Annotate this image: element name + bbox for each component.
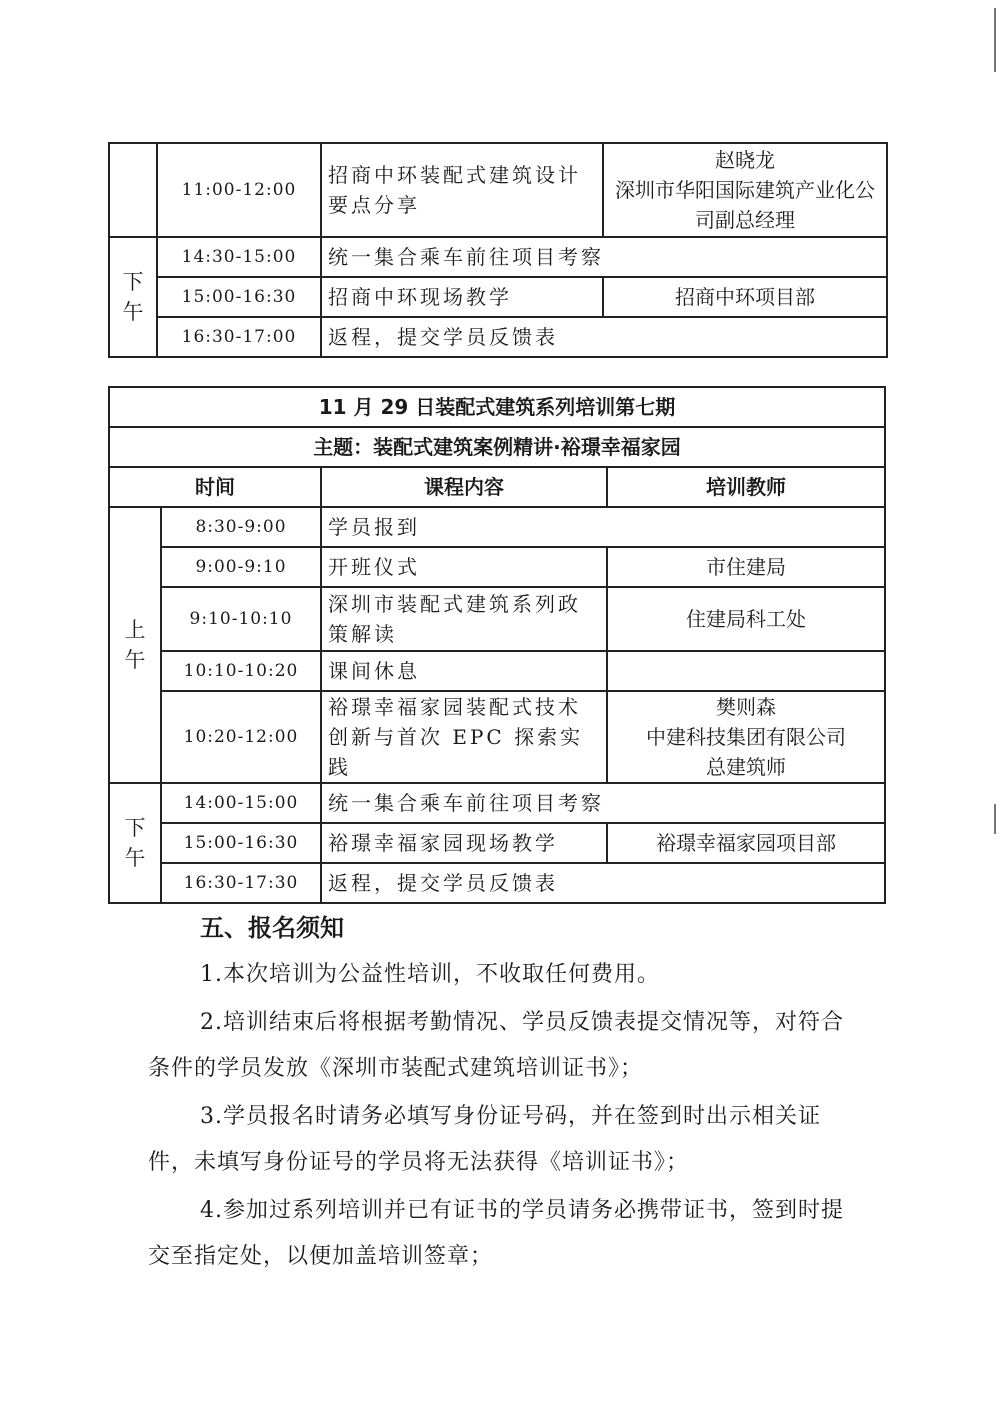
table-title-row bbox=[109, 387, 885, 427]
period-cell-morning: 上午 bbox=[109, 507, 161, 783]
table-row bbox=[109, 587, 885, 651]
table-row bbox=[109, 691, 885, 783]
table-row bbox=[109, 783, 885, 823]
table-theme-row bbox=[109, 427, 885, 467]
table-row bbox=[109, 863, 885, 903]
header-time: 时间 bbox=[109, 467, 321, 507]
teacher-cell: 樊则森 中建科技集团有限公司 总建筑师 bbox=[607, 691, 885, 783]
notice-item-3: 3.学员报名时请务必填写身份证号码，并在签到时出示相关证件，未填写身份证号的学员将无法获得《培训证书》； bbox=[148, 1104, 821, 1175]
notice-item-2: 2.培训结束后将根据考勤情况、学员反馈表提交情况等，对符合条件的学员发放《深圳市装配式建筑培训证书》； bbox=[148, 1010, 844, 1081]
period-cell-afternoon: 下午 bbox=[109, 783, 161, 903]
content-cell: 统一集合乘车前往项目考察 bbox=[321, 783, 885, 823]
table-row bbox=[109, 651, 885, 691]
table-title: 11 月 29 日装配式建筑系列培训第七期 bbox=[109, 387, 885, 427]
content-cell: 学员报到 bbox=[321, 507, 885, 547]
table-row bbox=[109, 277, 887, 317]
time-cell: 8:30-9:00 bbox=[161, 507, 321, 547]
time-cell: 10:10-10:20 bbox=[161, 651, 321, 691]
table-header-row bbox=[109, 467, 885, 507]
time-cell: 10:20-12:00 bbox=[161, 691, 321, 783]
content-cell: 裕璟幸福家园装配式技术创新与首次 EPC 探索实践 bbox=[321, 691, 607, 783]
teacher-cell: 裕璟幸福家园项目部 bbox=[607, 823, 885, 863]
content-cell: 深圳市装配式建筑系列政策解读 bbox=[321, 587, 607, 651]
content-cell: 裕璟幸福家园现场教学 bbox=[321, 823, 607, 863]
notice-item-1: 1.本次培训为公益性培训，不收取任何费用。 bbox=[200, 962, 660, 987]
header-content: 课程内容 bbox=[321, 467, 607, 507]
time-cell: 9:00-9:10 bbox=[161, 547, 321, 587]
time-cell: 14:30-15:00 bbox=[157, 237, 321, 277]
notice-item-4: 4.参加过系列培训并已有证书的学员请务必携带证书，签到时提交至指定处，以便加盖培训签章； bbox=[148, 1198, 844, 1269]
teacher-cell: 招商中环项目部 bbox=[603, 277, 887, 317]
table-row bbox=[109, 507, 885, 547]
table-row bbox=[109, 143, 887, 237]
time-cell: 15:00-16:30 bbox=[157, 277, 321, 317]
table-row bbox=[109, 317, 887, 357]
content-cell: 返程，提交学员反馈表 bbox=[321, 863, 885, 903]
period-cell-empty bbox=[109, 143, 157, 237]
teacher-cell: 市住建局 bbox=[607, 547, 885, 587]
period-cell-afternoon: 下午 bbox=[109, 237, 157, 357]
time-cell: 14:00-15:00 bbox=[161, 783, 321, 823]
time-cell: 11:00-12:00 bbox=[157, 143, 321, 237]
header-teacher: 培训教师 bbox=[607, 467, 885, 507]
table-row bbox=[109, 237, 887, 277]
content-cell: 招商中环现场教学 bbox=[321, 277, 603, 317]
table-theme: 主题：装配式建筑案例精讲·裕璟幸福家园 bbox=[109, 427, 885, 467]
scan-edge-mark bbox=[994, 8, 996, 72]
content-cell: 统一集合乘车前往项目考察 bbox=[321, 237, 887, 277]
time-cell: 16:30-17:30 bbox=[161, 863, 321, 903]
table-row bbox=[109, 823, 885, 863]
content-cell: 招商中环装配式建筑设计要点分享 bbox=[321, 143, 603, 237]
time-cell: 16:30-17:00 bbox=[157, 317, 321, 357]
schedule-table-continued bbox=[108, 142, 888, 358]
table-row bbox=[109, 547, 885, 587]
time-cell: 15:00-16:30 bbox=[161, 823, 321, 863]
scan-edge-mark bbox=[994, 804, 996, 834]
section-heading: 五、报名须知 bbox=[200, 914, 344, 942]
content-cell: 返程，提交学员反馈表 bbox=[321, 317, 887, 357]
teacher-cell-empty bbox=[607, 651, 885, 691]
content-cell: 开班仪式 bbox=[321, 547, 607, 587]
content-cell: 课间休息 bbox=[321, 651, 607, 691]
schedule-table-seventh-session bbox=[108, 386, 886, 904]
teacher-cell: 住建局科工处 bbox=[607, 587, 885, 651]
teacher-cell: 赵晓龙 深圳市华阳国际建筑产业化公司副总经理 bbox=[603, 143, 887, 237]
time-cell: 9:10-10:10 bbox=[161, 587, 321, 651]
